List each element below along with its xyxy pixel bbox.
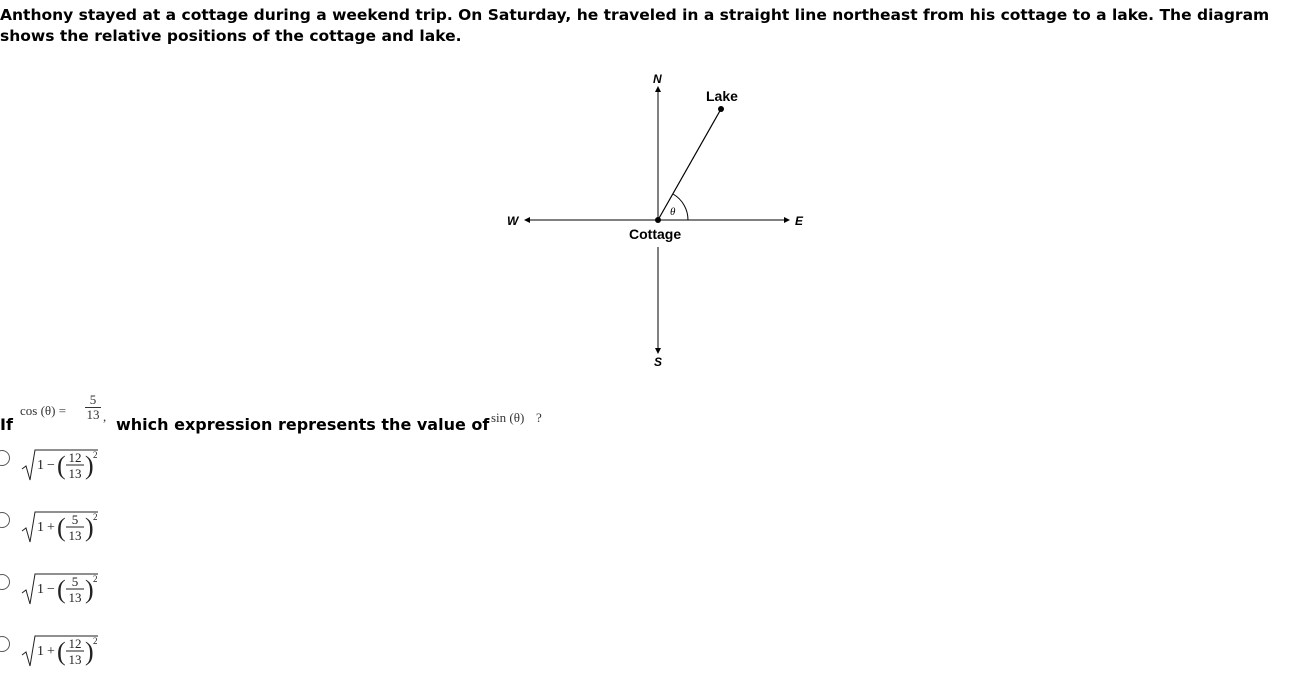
sqrt-expression [20,509,110,547]
term-one: 1 [37,644,44,659]
fraction-numerator: 5 [71,512,79,527]
fraction-numerator: 12 [68,636,82,651]
operator: − [47,458,55,473]
given-comma: , [103,409,107,424]
target-expression: sin (θ) [491,410,525,425]
paren-close: ) [85,451,94,480]
north-label: N [653,72,662,86]
exponent: 2 [93,512,98,522]
answer-option-1[interactable] [0,447,140,487]
given-lhs: cos (θ) = [20,403,67,418]
south-label: S [654,355,663,369]
paren-open: ( [57,513,66,542]
term-one: 1 [37,582,44,597]
fraction-numerator: 12 [68,450,82,465]
sqrt-expression [20,571,110,609]
fraction-denominator: 13 [68,652,82,667]
radio-button[interactable] [0,450,10,466]
option-expression [20,633,110,675]
prompt-if: If [0,415,13,434]
east-label: E [795,214,804,228]
given-fraction [85,393,101,422]
paren-close: ) [85,513,94,542]
option-expression [20,509,110,551]
sqrt-expression [20,447,110,485]
term-one: 1 [37,458,44,473]
fraction-denominator: 13 [68,528,82,543]
answer-option-3[interactable] [0,571,140,611]
radio-button[interactable] [0,512,10,528]
operator: − [47,582,55,597]
exponent: 2 [93,450,98,460]
intro-line-1: Anthony stayed at a cottage during a weekend trip. On Saturday, he traveled in a straight line northeast from his cottage to a lake. The diagram [0,6,1270,24]
angle-label: θ [670,206,676,218]
answer-option-2[interactable] [0,509,140,549]
given-denominator: 13 [86,407,100,422]
operator: + [47,520,55,535]
lake-label: Lake [706,88,738,104]
option-expression [20,447,110,489]
cottage-point [655,217,661,223]
prompt-end: ? [536,410,542,425]
paren-open: ( [57,637,66,666]
paren-close: ) [85,637,94,666]
compass-diagram [495,65,815,375]
question-intro [0,5,1302,47]
paren-open: ( [57,575,66,604]
west-label: W [507,214,519,228]
intro-line-2: shows the relative positions of the cottage and lake. [0,27,462,45]
fraction-denominator: 13 [68,466,82,481]
prompt-middle: which expression represents the value of [116,415,490,434]
radio-button[interactable] [0,574,10,590]
answer-option-4[interactable] [0,633,140,673]
paren-close: ) [85,575,94,604]
exponent: 2 [93,636,98,646]
exponent: 2 [93,574,98,584]
paren-open: ( [57,451,66,480]
lake-point [718,106,724,112]
option-expression [20,571,110,613]
fraction-denominator: 13 [68,590,82,605]
fraction-numerator: 5 [71,574,79,589]
given-numerator: 5 [89,392,97,407]
radio-button[interactable] [0,636,10,652]
sqrt-expression [20,633,110,671]
term-one: 1 [37,520,44,535]
operator: + [47,644,55,659]
cottage-label: Cottage [629,226,682,242]
path-to-lake [658,109,721,220]
